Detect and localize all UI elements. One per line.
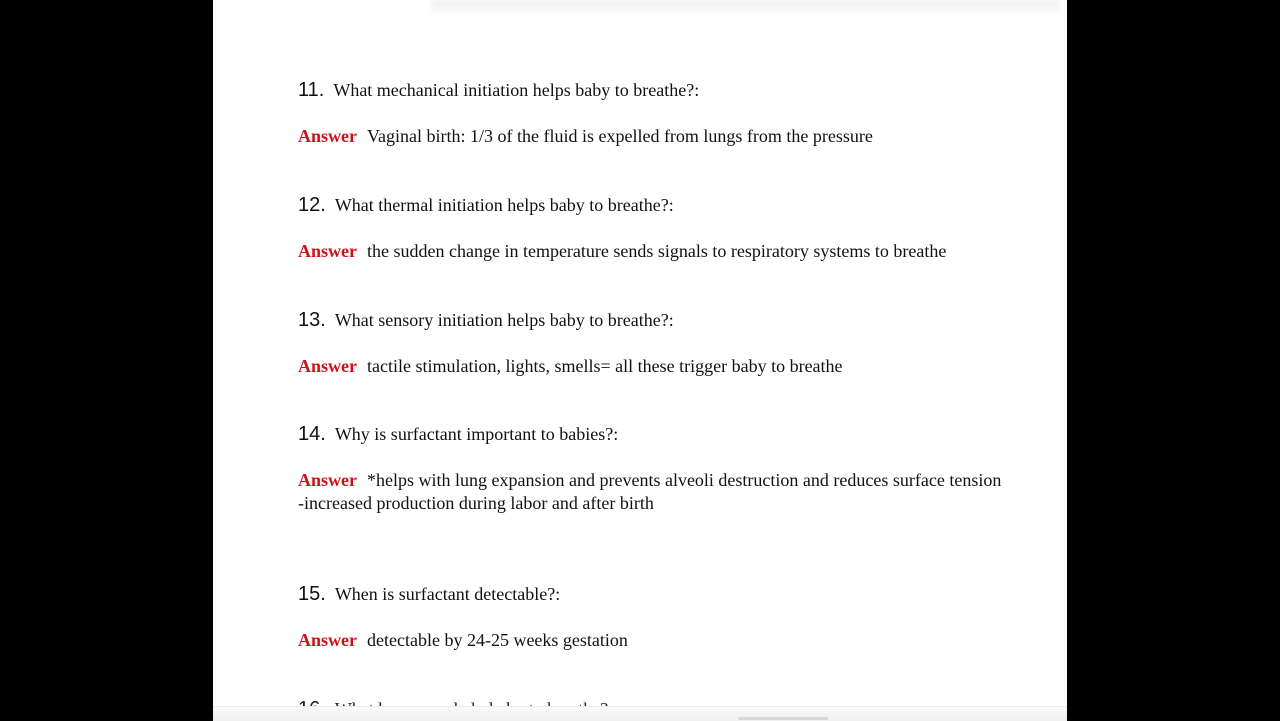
answer-13 — [298, 355, 1013, 378]
question-text: What mechanical initiation helps baby to breathe?: — [333, 80, 700, 100]
document-page — [213, 0, 1067, 720]
answer-text: *helps with lung expansion and prevents alveoli destruction and reduces surface tension — [367, 470, 1002, 490]
question-text: When is surfactant detectable?: — [334, 584, 561, 604]
answer-12 — [298, 240, 1013, 263]
question-14 — [298, 423, 618, 446]
answer-15 — [298, 629, 1013, 652]
question-15 — [298, 583, 560, 606]
answer-text: detectable by 24-25 weeks gestation — [367, 630, 628, 650]
answer-label: Answer — [298, 241, 357, 261]
question-text: What sensory initiation helps baby to breathe?: — [334, 310, 674, 330]
question-12 — [298, 194, 674, 217]
answer-11 — [298, 125, 1013, 148]
question-text: Why is surfactant important to babies?: — [334, 424, 619, 444]
question-number: 12. — [298, 194, 326, 216]
question-text: What thermal initiation helps baby to breathe?: — [334, 195, 674, 215]
question-number: 14. — [298, 423, 326, 445]
answer-label: Answer — [298, 630, 357, 650]
scroll-indicator[interactable] — [738, 717, 828, 720]
answer-text: tactile stimulation, lights, smells= all these trigger baby to breathe — [367, 356, 843, 376]
answer-label: Answer — [298, 356, 357, 376]
toolbar-shadow — [431, 0, 1061, 14]
answer-text: Vaginal birth: 1/3 of the fluid is expelled from lungs from the pressure — [367, 126, 873, 146]
question-11 — [298, 79, 699, 102]
question-16-partial — [298, 697, 613, 706]
question-number: 13. — [298, 309, 326, 331]
answer-label: Answer — [298, 470, 357, 490]
answer-label: Answer — [298, 126, 357, 146]
question-number: 11. — [298, 79, 325, 101]
answer-14 — [298, 469, 1013, 515]
question-number: 15. — [298, 583, 326, 605]
answer-text: the sudden change in temperature sends signals to respiratory systems to breathe — [367, 241, 947, 261]
question-13 — [298, 309, 674, 332]
answer-text-line-2: -increased production during labor and after birth — [298, 493, 654, 513]
bottom-toolbar — [213, 706, 1067, 721]
